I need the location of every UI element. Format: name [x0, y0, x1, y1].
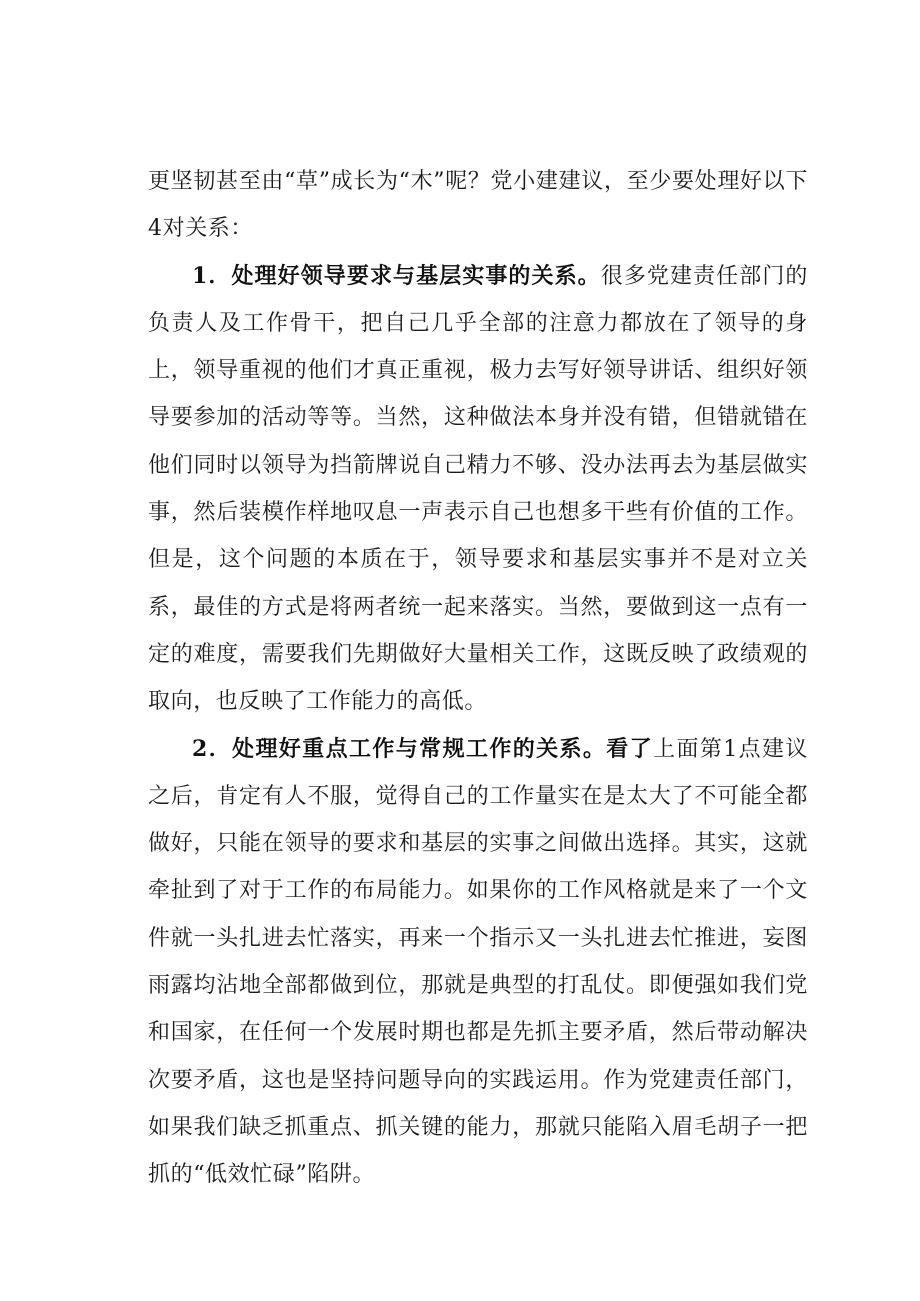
- paragraph-point-2: [148, 726, 808, 1199]
- paragraph-intro: [148, 158, 808, 253]
- paragraph-intro-text: 更坚韧甚至由“草”成长为“木”呢？党小建建议，至少要处理好以下4对关系：: [148, 169, 808, 242]
- document-body: [148, 158, 808, 1199]
- point-2-heading: 2．处理好重点工作与常规工作的关系。看了: [192, 735, 654, 762]
- point-2-text: 上面第1点建议之后，肯定有人不服，觉得自己的工作量实在是太大了不可能全都做好，只能在领导的要求和基层的实事之间做出选择。其实，这就牵扯到了对于工作的布局能力。如果你的工作风格就是来了一个文件就一头扎进去忙落实，再来一个指示又一头扎进去忙推进，妄图雨露均沾地全部都做到位，那就是典型的打乱仗。即便强如我们党和国家，在任何一个发展时期也都是先抓主要矛盾，然后带动解决次要矛盾，这也是坚持问题导向的实践运用。作为党建责任部门，如果我们缺乏抓重点、抓关键的能力，那就只能陷入眉毛胡子一把抓的“低效忙碌”陷阱。: [148, 736, 809, 1188]
- point-1-heading: 1．处理好领导要求与基层实事的关系。: [192, 262, 601, 289]
- paragraph-point-1: [148, 253, 808, 726]
- point-1-text: 很多党建责任部门的负责人及工作骨干，把自己几乎全部的注意力都放在了领导的身上，领导重视的他们才真正重视，极力去写好领导讲话、组织好领导要参加的活动等等。当然，这种做法本身并没有错，但错就错在他们同时以领导为挡箭牌说自己精力不够、没办法再去为基层做实事，然后装模作样地叹息一声表示自己也想多干些有价值的工作。但是，这个问题的本质在于，领导要求和基层实事并不是对立关系，最佳的方式是将两者统一起来落实。当然，要做到这一点有一定的难度，需要我们先期做好大量相关工作，这既反映了政绩观的取向，也反映了工作能力的高低。: [148, 263, 809, 715]
